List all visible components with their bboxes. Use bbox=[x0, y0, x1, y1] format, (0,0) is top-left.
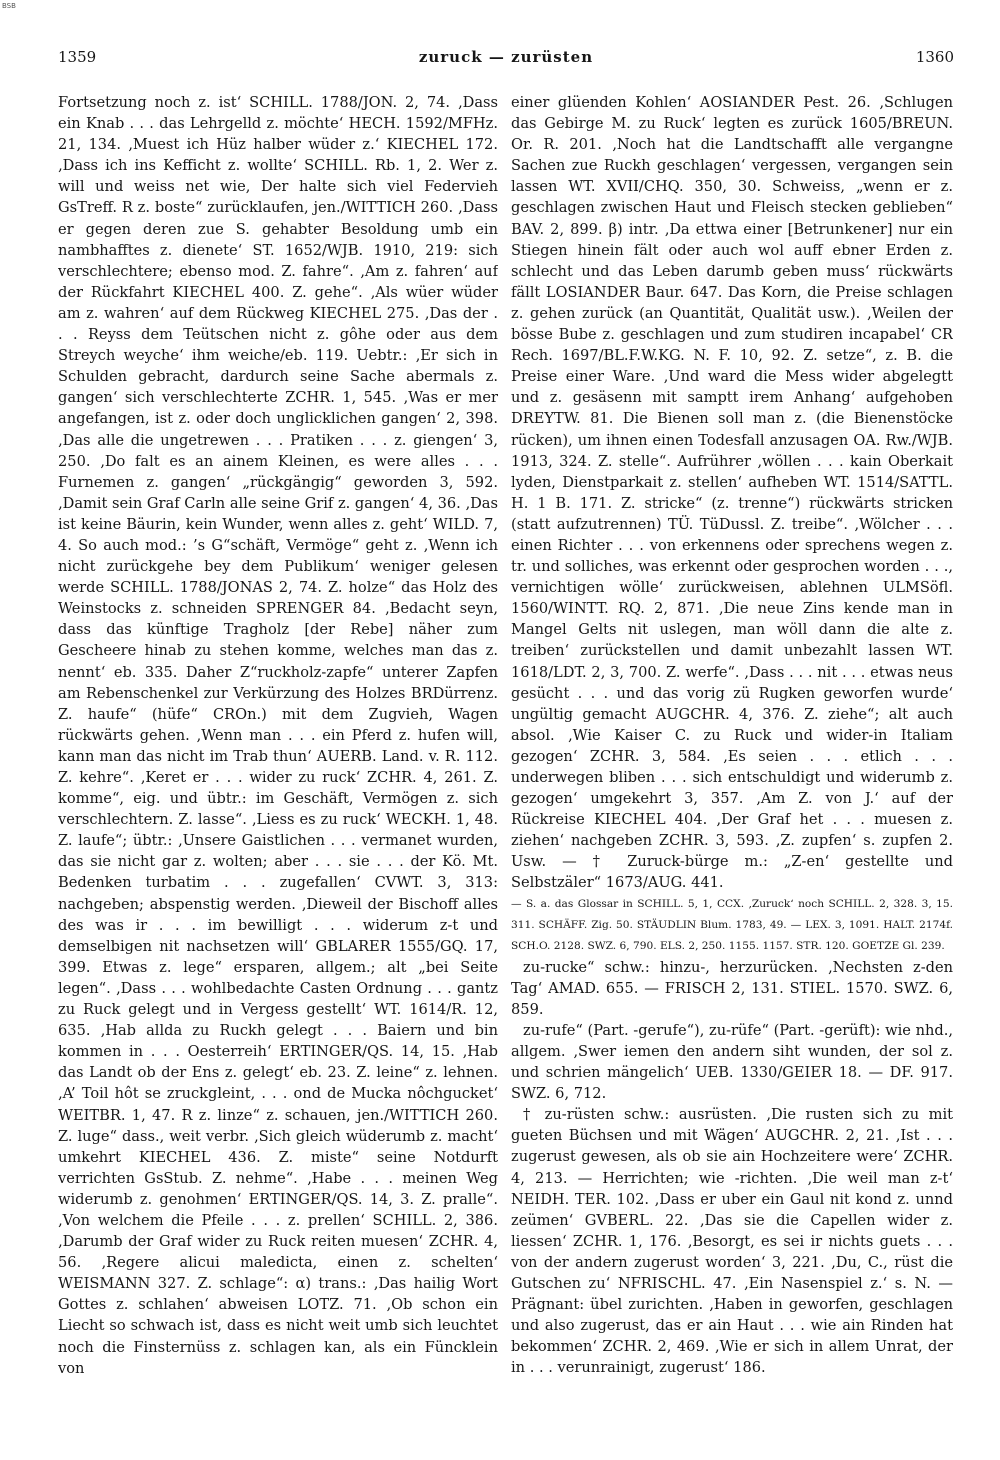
right-column bbox=[511, 92, 953, 1432]
entry-text: einer glüenden Kohlen‘ AOSIANDER Pest. 26. ‚Schlugen das Gebirge M. zu Ruck‘ legten es zurück 1605/BREUN. Or. R. 201. ‚Noch hat die Landtschafft alle vergangne Sachen zue Ruckh geschlagen‘ vergessen, vergangen sein lassen WT. XVII/CHQ. 350, 30. Schweiss, „wenn er z. geschlagen zwischen Haut und Fleisch stecken geblieben“ BAV. 2, 899. β) intr. ‚Da ettwa einer [Betrunkener] nur ein Stiegen hinein fält oder auch wol auff ebner Erden z. schlecht und das Leben darumb geben muss‘ rückwärts fällt LOSIANDER Baur. 647. Das Korn, die Preise schlagen z. gehen zurück (an Quantität, Qualität usw.). ‚Weilen der bösse Bube z. geschlagen und zum studiren incapabel‘ CR Rech. 1697/BL.F.W.KG. N. F. 10, 92. Z. setze“, z. B. die Preise einer Ware. ‚Und ward die Mess wider abgelegtt und z. gesäsenn mit samptt irem Anhang‘ aufgehoben DREYTW. 81. Die Bienen soll man z. (die Bienenstöcke rücken), um ihnen einen Todesfall anzusagen OA. Rw./WJB. 1913, 324. Z. stelle“. Aufrührer ‚wöllen . . . kain Oberkait lyden, Dienstparkait z. stellen‘ aufheben WT. 1514/SATTL. H. 1 B. 171. Z. stricke“ (z. trenne“) rückwärts stricken (statt aufzutrennen) TÜ. TüDussl. Z. treibe“. ‚Wölcher . . . einen Richter . . . von erkennens oder sprechens wegen z. tr. und solliches, was erkennt oder gesprochen worden . . ., vernichtigen wölle‘ zurückweisen, ablehnen ULMSöfl. 1560/WINTT. RQ. 2, 871. ‚Die neue Zins kende man in Mangel Gelts nit uslegen, man wöll dann die alte z. treiben‘ zurückstellen und damit unbezahlt lassen WT. 1618/LDT. 2, 3, 700. Z. werfe“. ‚Dass . . . nit . . . etwas neus gesücht . . . und das vorig zü Rugken geworfen wurde‘ ungültig gemacht AUGCHR. 4, 376. Z. ziehe“; alt auch absol. ‚Wie Kaiser C. zu Ruck und wider-in Italiam gezogen‘ ZCHR. 3, 584. ‚Es seien . . . etlich . . . underwegen bliben . . . sich entschuldigt und widerumb z. gezogen‘ umgekehrt 3, 357. ‚Am Z. von J.‘ auf der Rückreise KIECHEL 404. ‚Der Graf het . . . muesen z. ziehen‘ nachgeben ZCHR. 3, 593. ‚Z. zupfen‘ s. zupfen 2. Usw. — † Zuruck-bürge m.: „Z-en‘ gestellte und Selbstzäler“ 1673/AUG. 441. bbox=[511, 94, 953, 892]
entry-zu-ruesten: † zu-rüsten schw.: ausrüsten. ‚Die rusten sich zu mit gueten Büchsen und mit Wägen‘ AUGCHR. 2, 21. ‚Ist . . . zugerust gewesen, als ob sie ain Hochzeitere were‘ ZCHR. 4, 213. — Herrichten; wie -richten. ‚Die weil man z-t‘ NEIDH. TER. 102. ‚Dass er uber ein Gaul nit kond z. unnd zeümen‘ GVBERL. 22. ‚Das sie die Capellen wider z. liessen‘ ZCHR. 1, 176. ‚Besorgt, es sei ir nichts guets . . . von der andern zugerust worden‘ 3, 221. ‚Du, C., rüst die Gutschen zu‘ NFRISCHL. 47. ‚Ein Nasenspiel z.‘ s. N. — Prägnant: übel zurichten. ‚Haben in geworfen, geschlagen und also zugerust, das er ain Haut . . . wie ain Rinden hat bekommen‘ ZCHR. 2, 469. ‚Wie er sich in allem Unrat, der in . . . verunrainigt, zugerust‘ 186. bbox=[511, 1106, 953, 1377]
entry-zu-rufe: zu-rufe“ (Part. -gerufe“), zu-rüfe“ (Part. -gerüft): wie nhd., allgem. ‚Swer iemen den andern siht wunden, der sol z. und schrien mängelich‘ UEB. 1330/GEIER 18. — DF. 917. SWZ. 6, 712. bbox=[511, 1021, 953, 1103]
library-stamp: BSB bbox=[2, 2, 16, 10]
page-number-right: 1360 bbox=[915, 48, 954, 66]
reference-block: — S. a. das Glossar in SCHILL. 5, 1, CCX. ‚Zuruck‘ noch SCHILL. 2, 328. 3, 15. 311. SCHÄFF. Zig. 50. STÄUDLIN Blum. 1783, 49. — LEX. 3, 1091. HALT. 2174f. SCH.O. 2128. SWZ. 6, 790. ELS. 2, 250. 1155. 1157. STR. 120. GOETZE Gl. 239. bbox=[511, 897, 953, 952]
page-number-left: 1359 bbox=[58, 48, 97, 66]
page-header bbox=[58, 48, 954, 72]
running-head: zuruck — zurüsten bbox=[418, 48, 594, 66]
entry-text: Fortsetzung noch z. ist‘ SCHILL. 1788/JON. 2, 74. ‚Dass ein Knab . . . das Lehrgelld z. möchte‘ HECH. 1592/MFHz. 21, 134. ‚Muest ich Hüz halber wüder z.‘ KIECHEL 172. ‚Dass ich ins Kefficht z. wollte‘ SCHILL. Rb. 1, 2. Wer z. will und weiss net wie, Der halte sich viel Federvieh GsTreff. R z. boste“ zurücklaufen, jen./WITTICH 260. ‚Dass er gegen deren zue S. gehabter Besoldung umb ein nambhafftes z. dienete‘ ST. 1652/WJB. 1910, 219: sich verschlechtere; ebenso mod. Z. fahre“. ‚Am z. fahren‘ auf der Rückfahrt KIECHEL 400. Z. gehe“. ‚Als wüer wüder am z. wahren‘ auf dem Rückweg KIECHEL 275. ‚Das der . . . Reyss dem Teütschen nicht z. gôhe oder aus dem Streych weyche‘ ihm weiche/eb. 119. Uebtr.: ‚Er sich in Schulden gebracht, dardurch seine Sache abermals z. gangen‘ sich verschlechterte ZCHR. 1, 545. ‚Was er mer angefangen, ist z. oder doch unglicklichen gangen‘ 2, 398. ‚Das alle die ungetrewen . . . Pratiken . . . z. giengen‘ 3, 250. ‚Do falt es an ainem Kleinen, es were alles . . . Furnemen z. gangen‘ „rückgängig“ geworden 3, 592. ‚Damit sein Graf Carln alle seine Grif z. gangen‘ 4, 36. ‚Das ist keine Bäurin, kein Wunder, wenn alles z. geht‘ WILD. 7, 4. So auch mod.: ’s G“schäft, Vermöge“ geht z. ‚Wenn ich nicht zurückgehe bey dem Publikum‘ weniger gelesen werde SCHILL. 1788/JONAS 2, 74. Z. holze“ das Holz des Weinstocks z. schneiden SPRENGER 84. ‚Bedacht seyn, dass das künftige Tragholz [der Rebe] näher zum Gescheere hinab zu stehen komme, welches man das z. nennt‘ eb. 335. Daher Z“ruckholz-zapfe“ unterer Zapfen am Rebenschenkel zur Verkürzung des Holzes BRDürrenz. Z. haufe“ (hüfe“ CROn.) mit dem Zugvieh, Wagen rückwärts gehen. ‚Wenn man . . . ein Pferd z. hufen will, kann man das nicht im Trab thun‘ AUERB. Land. v. R. 112. Z. kehre“. ‚Keret er . . . wider zu ruck‘ ZCHR. 4, 261. Z. komme“, eig. und übtr.: im Geschäft, Vermögen z. sich verschlechtern. Z. lasse“. ‚Liess es zu ruck‘ WECKH. 1, 48. Z. laufe“; übtr.: ‚Unsere Gaistlichen . . . vermanet wurden, das sie nicht gar z. wolten; aber . . . sie . . . der Kö. Mt. Bedenken turbatim . . . zugefallen‘ CVWT. 3, 313: nachgeben; abspenstig werden. ‚Dieweil der Bischoff alles des was ir . . . im bewilligt . . . widerum z-t und demselbigen nit nachsetzen will‘ GBLARER 1555/GQ. 17, 399. Etwas z. lege“ ersparen, allgem.; alt „bei Seite legen“. ‚Dass . . . wohlbedachte Casten Ordnung . . . gantz zu Ruck gelegt und in Vergess gestellt‘ WT. 1614/R. 12, 635. ‚Hab allda zu Ruckh gelegt . . . Baiern und bin kommen in . . . Oesterreih‘ ERTINGER/QS. 14, 15. ‚Hab das Landt ob der Ens z. gelegt‘ eb. 23. Z. leine“ z. lehnen. ‚A’ Toil hôt se zruckgleint, . . . ond de Mucka nôchgucket‘ WEITBR. 1, 47. R z. linze“ z. schauen, jen./WITTICH 260. Z. luge“ dass., weit verbr. ‚Sich gleich wüderumb z. macht‘ umkehrt KIECHEL 436. Z. miste“ seine Notdurft verrichten GsStub. Z. nehme“. ‚Habe . . . meinen Weg widerumb z. genohmen‘ ERTINGER/QS. 14, 3. Z. pralle“. ‚Von welchem die Pfeile . . . z. prellen‘ SCHILL. 2, 386. ‚Darumb der Graf wider zu Ruck reiten muesen‘ ZCHR. 4, 56. ‚Regere alicui maledicta, einen z. schelten‘ WEISMANN 327. Z. schlage“: α) trans.: ‚Das hailig Wort Gottes z. schlahen‘ abweisen LOTZ. 71. ‚Ob schon ein Liecht so schwach ist, dass es nicht weit umb sich leuchtet noch die Finsternüss z. schlagen kan, als ein Füncklein von bbox=[58, 94, 498, 1377]
entry-zu-rucke: zu-rucke“ schw.: hinzu-, herzurücken. ‚Nechsten z-den Tag‘ AMAD. 655. — FRISCH 2, 131. STIEL. 1570. SWZ. 6, 859. bbox=[511, 958, 953, 1018]
left-column bbox=[58, 92, 498, 1432]
